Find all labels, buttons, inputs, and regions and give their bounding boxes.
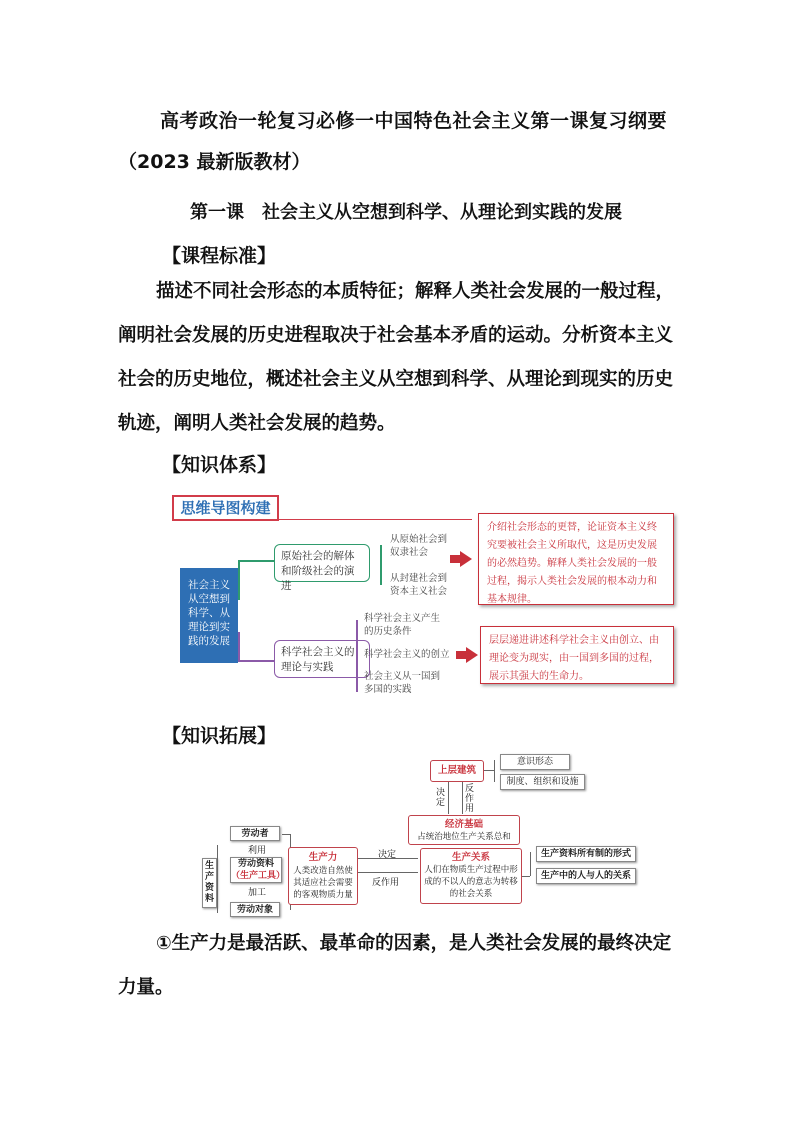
reacts-label-vertical: 反作用 — [465, 784, 475, 814]
superstructure-bracket — [494, 760, 495, 782]
mindmap-leaf-2-2: 科学社会主义的创立 — [364, 649, 450, 660]
mindmap-branch-1: 原始社会的解体和阶级社会的演进 — [274, 544, 370, 582]
document-title: 高考政治一轮复习必修一中国特色社会主义第一课复习纲要 — [160, 110, 668, 132]
superstructure-box: 上层建筑 — [430, 760, 484, 782]
economic-base-box: 经济基础 占统治地位生产关系总和 — [408, 815, 520, 845]
mindmap-note-1: 介绍社会形态的更替，论证资本主义终究要被社会主义所取代，这是历史发展的必然趋势。解释人类社会发展的一般过程，揭示人类社会发展的根本动力和基本规律。 — [478, 513, 674, 605]
relations-bracket — [530, 852, 531, 876]
process-label: 加工 — [248, 888, 267, 898]
labor-material-box: 劳动资料 （生产工具） — [231, 859, 286, 881]
mindmap-arrow-2 — [466, 647, 478, 663]
mindmap-leaf-1-1: 从原始社会到奴隶社会 — [390, 534, 448, 558]
mindmap-title: 思维导图构建 — [172, 495, 279, 521]
determines-label-horizontal: 决定 — [378, 850, 397, 860]
determines-label-vertical: 决定 — [436, 788, 446, 808]
connector-root-branch2-h — [238, 660, 274, 662]
laborer-connector — [282, 834, 290, 835]
connector-root-branch1 — [238, 560, 240, 600]
mindmap-leaf-1-2: 从封建社会到资本主义社会 — [390, 573, 448, 597]
institutions-box: 制度、组织和设施 — [500, 774, 585, 790]
reacts-arrow-line — [358, 872, 418, 873]
laborer-box: 劳动者 — [230, 826, 280, 841]
labor-object-box: 劳动对象 — [230, 902, 280, 917]
mindmap-branch-2: 科学社会主义的理论与实践 — [274, 640, 370, 678]
productive-forces-box: 生产力 人类改造自然使其适应社会需要的客观物质力量 — [288, 847, 358, 905]
mindmap-leaf-2-1: 科学社会主义产生的历史条件 — [364, 613, 441, 637]
curriculum-standard-paragraph: 描述不同社会形态的本质特征；解释人类社会发展的一般过程，阐明社会发展的历史进程取决于社会基本矛盾的运动。分析资本主义社会的历史地位，概述社会主义从空想到科学、从理论到现实的历史轨迹，阐明人类社会发展的趋势。 — [118, 281, 675, 434]
point-1-text — [118, 922, 688, 1010]
point-1-paragraph: ①生产力是最活跃、最革命的因素，是人类社会发展的最终决定力量。 — [118, 933, 672, 998]
mindmap-root: 社会主义从空想到科学、从理论到实践的发展 — [180, 568, 238, 663]
mindmap-note-2: 层层递进讲述科学社会主义由创立、由理论变为现实，由一国到多国的过程，展示其强大的生命力。 — [480, 626, 674, 684]
reacts-label-horizontal: 反作用 — [372, 878, 400, 888]
document-subtitle: （2023 最新版教材） — [118, 151, 311, 173]
connector-branch2-leaves — [356, 620, 358, 692]
connector-branch1-leaves — [380, 545, 382, 585]
superstructure-connector — [484, 770, 494, 771]
means-of-production-label: 生产资料 — [202, 858, 217, 908]
mindmap-arrow-1 — [460, 551, 472, 567]
ownership-box: 生产资料所有制的形式 — [536, 846, 636, 862]
use-label: 利用 — [248, 846, 267, 856]
relations-connector — [522, 876, 530, 877]
lesson-heading: 第一课 社会主义从空想到科学、从理论到实践的发展 — [190, 202, 622, 223]
determines-up-line — [448, 782, 449, 814]
reacts-down-line — [462, 782, 463, 814]
connector-root-branch1-h — [238, 560, 274, 562]
curriculum-standard-text — [118, 270, 688, 446]
mindmap-arrow-1-bar — [450, 555, 460, 563]
mindmap-arrow-2-bar — [456, 651, 466, 659]
knowledge-system-heading: 【知识体系】 — [162, 454, 277, 476]
ideology-box: 意识形态 — [500, 754, 570, 770]
mindmap-leaf-2-3: 社会主义从一国到多国的实践 — [364, 671, 441, 695]
curriculum-standard-heading: 【课程标准】 — [162, 245, 277, 267]
human-relations-box: 生产中的人与人的关系 — [536, 868, 636, 884]
knowledge-extension-heading: 【知识拓展】 — [162, 725, 277, 747]
means-bracket — [217, 845, 218, 913]
relations-of-production-box: 生产关系 人们在物质生产过程中形成的不以人的意志为转移的社会关系 — [420, 848, 522, 904]
connector-root-branch2 — [238, 632, 240, 662]
